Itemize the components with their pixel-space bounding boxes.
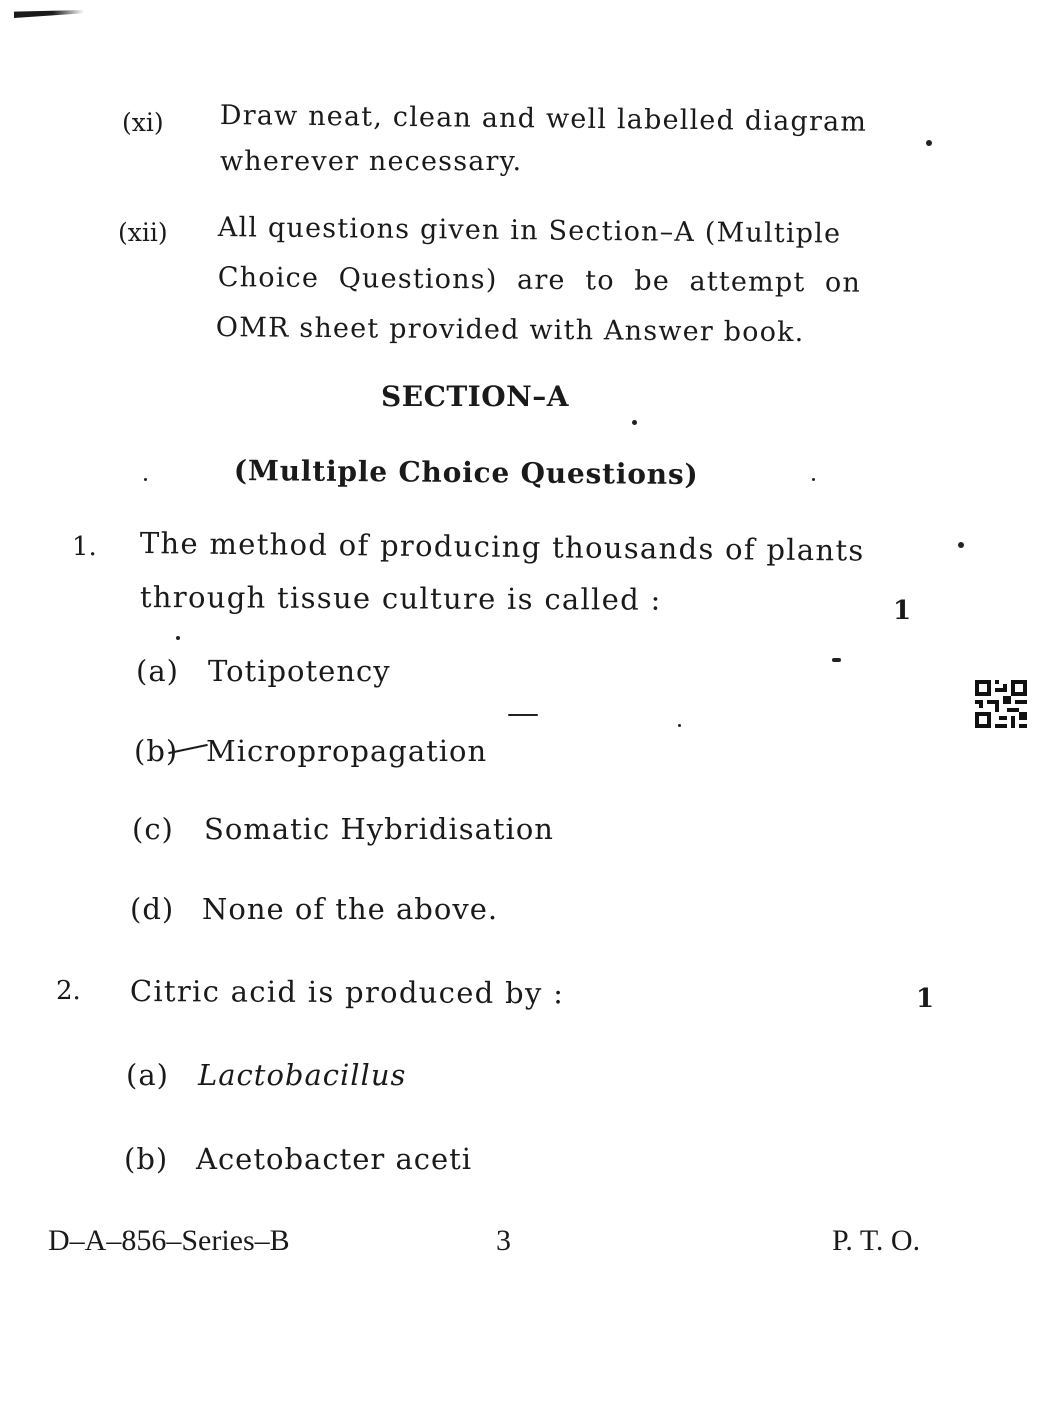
question-2-marks: 1: [916, 984, 935, 1014]
section-subtitle: (Multiple Choice Questions): [233, 454, 699, 492]
instruction-xi-line-1: Draw neat, clean and well labelled diagram: [219, 100, 868, 138]
footer-page-number: 3: [496, 1224, 511, 1257]
question-2-option-b: [124, 1142, 472, 1176]
scan-speck: [144, 478, 147, 481]
scan-speck: [832, 658, 841, 662]
footer-paper-code: D–A–856–Series–B: [48, 1224, 290, 1257]
option-label: (b): [134, 734, 179, 768]
scan-speck: [926, 140, 932, 146]
scan-speck: [632, 420, 637, 425]
option-label: (a): [126, 1058, 169, 1092]
option-text: Micropropagation: [206, 734, 488, 768]
option-label: (c): [132, 812, 174, 846]
instruction-xii-number: (xii): [118, 218, 168, 247]
scan-speck: [678, 724, 681, 727]
qr-code-icon: [975, 680, 1027, 728]
scan-speck: [958, 542, 964, 548]
instruction-xi-line-2: wherever necessary.: [220, 146, 523, 177]
question-1-option-b: [134, 734, 487, 768]
scan-speck: [508, 714, 538, 716]
question-1-line-2: through tissue culture is called :: [139, 580, 662, 617]
footer-pto: P. T. O.: [832, 1224, 921, 1257]
instruction-xi-number: (xi): [122, 108, 164, 137]
option-text: None of the above.: [202, 892, 499, 926]
option-label: (b): [124, 1142, 169, 1176]
question-1-option-d: [130, 892, 498, 926]
question-1-number: 1.: [72, 532, 97, 562]
option-label: (d): [130, 892, 175, 926]
question-1-line-1: The method of producing thousands of plants: [139, 526, 865, 568]
option-text: Totipotency: [208, 654, 391, 688]
scan-speck: [176, 636, 180, 640]
section-title: SECTION–A: [381, 380, 569, 413]
question-2-line-1: Citric acid is produced by :: [129, 974, 565, 1011]
scan-speck: [812, 478, 815, 481]
option-text: Somatic Hybridisation: [204, 812, 554, 846]
option-text: Lactobacillus: [198, 1058, 407, 1092]
option-label: (a): [136, 654, 179, 688]
question-2-option-a: [126, 1058, 406, 1092]
instruction-xii-line-2: Choice Questions) are to be attempt on: [217, 262, 862, 299]
question-1-option-a: [136, 654, 391, 688]
instruction-xii-line-3: OMR sheet provided with Answer book.: [215, 312, 805, 349]
question-1-marks: 1: [893, 596, 912, 626]
question-1-option-c: [132, 812, 554, 846]
question-2-number: 2.: [56, 976, 81, 1006]
option-text: Acetobacter aceti: [196, 1142, 473, 1176]
instruction-xii-line-1: All questions given in Section–A (Multiple: [217, 212, 842, 250]
scan-mark-icon: [14, 10, 84, 18]
